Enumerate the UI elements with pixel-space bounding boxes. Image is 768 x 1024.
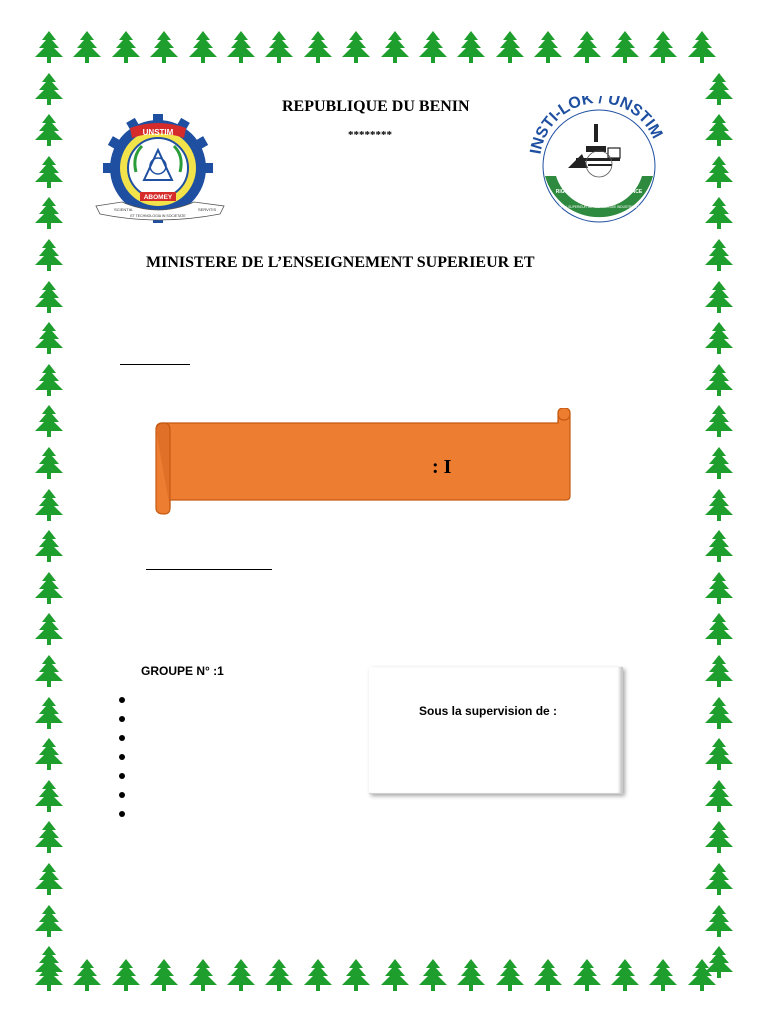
pine-tree-icon [702,238,736,272]
list-bullet [119,754,125,760]
pine-tree-icon [32,446,66,480]
svg-text:RIGUEUR - TRAVAIL - EXCELLENCE: RIGUEUR - TRAVAIL - EXCELLENCE [555,189,643,195]
pine-tree-icon [186,958,220,992]
pine-tree-icon [702,446,736,480]
pine-tree-icon [702,280,736,314]
list-bullet [119,697,125,703]
pine-tree-icon [262,958,296,992]
pine-tree-icon [70,30,104,64]
pine-tree-icon [702,155,736,189]
pine-tree-icon [32,904,66,938]
unstim-logo [92,114,232,224]
pine-tree-icon [702,404,736,438]
pine-tree-icon [493,958,527,992]
pine-tree-icon [32,945,66,979]
pine-tree-icon [32,529,66,563]
pine-tree-icon [32,238,66,272]
pine-tree-icon [454,30,488,64]
pine-tree-icon [32,779,66,813]
pine-tree-icon [32,612,66,646]
blank-underline-2 [146,569,272,570]
pine-tree-icon [702,737,736,771]
pine-tree-icon [32,654,66,688]
pine-tree-icon [32,30,66,64]
svg-text:SCIENTIA: SCIENTIA [114,207,133,212]
pine-tree-icon [109,958,143,992]
pine-tree-icon [301,30,335,64]
pine-tree-icon [702,363,736,397]
pine-tree-icon [608,958,642,992]
pine-tree-icon [531,30,565,64]
pine-tree-icon [493,30,527,64]
pine-tree-icon [702,321,736,355]
pine-tree-icon [702,779,736,813]
pine-tree-icon [32,280,66,314]
pine-tree-icon [32,72,66,106]
pine-tree-icon [570,30,604,64]
pine-tree-icon [702,904,736,938]
pine-tree-icon [702,488,736,522]
pine-tree-icon [32,196,66,230]
pine-tree-icon [685,30,719,64]
pine-tree-icon [32,862,66,896]
pine-tree-icon [702,696,736,730]
pine-tree-icon [702,862,736,896]
pine-tree-icon [147,958,181,992]
pine-tree-icon [32,820,66,854]
supervision-box [369,667,623,794]
blank-underline-1 [120,364,190,365]
pine-tree-icon [32,571,66,605]
pine-tree-icon [702,113,736,147]
pine-tree-icon [702,529,736,563]
list-bullet [119,716,125,722]
pine-tree-icon [454,958,488,992]
pine-tree-icon [608,30,642,64]
pine-tree-icon [416,958,450,992]
insti-lokossa-seal-icon [528,96,670,224]
country-title: REPUBLIQUE DU BENIN [282,98,470,115]
pine-tree-icon [32,696,66,730]
pine-tree-icon [32,404,66,438]
pine-tree-icon [32,737,66,771]
pine-tree-icon [702,72,736,106]
pine-tree-icon [32,488,66,522]
group-label: GROUPE N° :1 [141,664,224,678]
insti-lok-logo [528,96,670,224]
pine-tree-icon [702,945,736,979]
svg-text:SERVITIS: SERVITIS [198,207,217,212]
ministry-title: MINISTERE DE L’ENSEIGNEMENT SUPERIEUR ET [146,254,535,271]
list-bullet [119,735,125,741]
pine-tree-icon [301,958,335,992]
unstim-seal-icon [92,114,232,224]
pine-tree-icon [262,30,296,64]
pine-tree-icon [32,155,66,189]
pine-tree-icon [646,958,680,992]
svg-text:UNSTIM: UNSTIM [142,128,174,137]
pine-tree-icon [378,30,412,64]
pine-tree-icon [147,30,181,64]
svg-text:ET TECHNOLOGIA IN SOCIETATE: ET TECHNOLOGIA IN SOCIETATE [130,214,186,218]
svg-text:ABOMEY: ABOMEY [143,194,173,201]
pine-tree-icon [570,958,604,992]
pine-tree-icon [32,363,66,397]
pine-tree-icon [646,30,680,64]
pine-tree-icon [378,958,412,992]
list-bullet [119,811,125,817]
pine-tree-icon [702,612,736,646]
title-scroll-banner [152,408,574,518]
separator-stars: ******** [348,129,392,141]
pine-tree-icon [224,958,258,992]
svg-text:INSTI-LOK / UNSTIM: INSTI-LOK / UNSTIM [528,96,666,156]
pine-tree-icon [70,958,104,992]
pine-tree-icon [702,820,736,854]
list-bullet [119,773,125,779]
pine-tree-icon [224,30,258,64]
pine-tree-icon [702,196,736,230]
svg-text:INSTITUT NATIONAL SUPERIEUR DE: INSTITUT NATIONAL SUPERIEUR DE TECHNOLOGIE INDUSTRIELLE DE LOKOSSA [536,205,662,209]
pine-tree-icon [702,571,736,605]
list-bullet [119,792,125,798]
banner-text: : I [432,456,452,478]
pine-tree-icon [109,30,143,64]
supervision-label: Sous la supervision de : [419,704,558,718]
pine-tree-icon [531,958,565,992]
pine-tree-icon [702,654,736,688]
pine-tree-icon [339,958,373,992]
pine-tree-icon [416,30,450,64]
pine-tree-icon [32,113,66,147]
pine-tree-icon [339,30,373,64]
pine-tree-icon [186,30,220,64]
pine-tree-icon [32,321,66,355]
